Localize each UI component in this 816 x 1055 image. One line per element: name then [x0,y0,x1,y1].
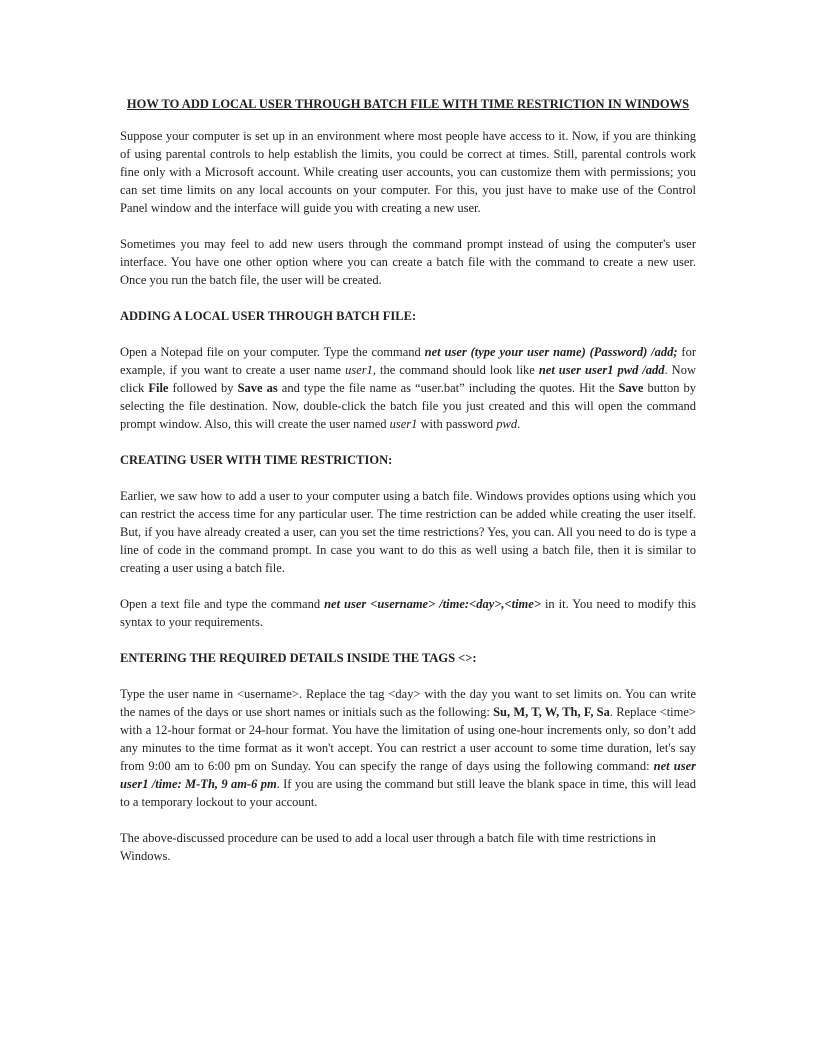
command-example: net user user1 pwd /add [538,363,665,377]
text-run: button by selecting the file destination. Now, double-click the batch file you just created and this will open the command prompt window. Also, this will create the user named [120,381,696,431]
time-restriction-paragraph-1: Earlier, we saw how to add a user to your computer using a batch file. Windows provides options using which you can restrict the access time for any particular user. The time restriction can be added while creating the user itself. But, if you have already created a user, can you set the time restrictions? Yes, you can. All you need to do is type a line of code in the command prompt. In case you want to do this as well using a batch file, then it is similar to creating a user using a batch file. [120,489,696,575]
save-term: Save [618,381,644,395]
text-run: Open a text file and type the command [120,597,325,611]
day-initials: Su, M, T, W, Th, F, Sa [493,705,610,719]
intro-paragraph-1: Suppose your computer is set up in an environment where most people have access to it. Now, if you are thinking of using parental controls to help establish the limits, you could be correct at times. Still, parental controls work fine only with a Microsoft account. While creating user accounts, you can customize them with permissions; you can set time limits on any local accounts on your computer. For this, you just have to make use of the Control Panel window and the interface will guide you with creating a new user. [120,129,696,215]
conclusion-paragraph: The above-discussed procedure can be used to add a local user through a batch file with time restrictions in Windows. [120,831,656,863]
text-run: for example, if you want to create a user name [120,345,696,377]
text-run: . Replace <time> with a 12-hour format or 24-hour format. You have the limitation of using one-hour increments only, so don’t add any minutes to the time format as it won't accept. You can restrict a user account to some time duration, let's say from 9:00 am to 6:00 pm on Sunday. You can specify the range of days using the following command: [120,705,696,773]
batch-file-paragraph [120,343,696,433]
text-run: Open a Notepad file on your computer. Type the command [120,345,425,359]
command-time-range: net user user1 /time: M-Th, 9 am-6 pm [120,759,696,791]
text-run: . If you are using the command but still leave the blank space in time, this will lead to a temporary lockout to your account. [120,777,696,809]
text-column [120,96,696,883]
example-username: user1, [345,363,376,377]
text-run: with password [417,417,497,431]
command-net-user-add: net user (type your user name) (Password) /add; [424,345,678,359]
time-restriction-paragraph-2 [120,595,696,631]
text-run: and type the file name as “user.bat” including the quotes. Hit the [277,381,619,395]
text-run: . Now click [120,363,696,395]
document-title: HOW TO ADD LOCAL USER THROUGH BATCH FILE WITH TIME RESTRICTION IN WINDOWS [126,97,690,111]
text-run: Type the user name in <username>. Replace the tag <day> with the day you want to set limits on. You can write the names of the days or use short names or initials such as the following: [120,687,696,719]
text-run: followed by [168,381,238,395]
tags-paragraph [120,685,696,811]
text-run: . [517,417,521,431]
section-heading-batch-file: ADDING A LOCAL USER THROUGH BATCH FILE: [120,309,417,323]
command-net-user-time: net user <username> /time:<day>,<time> [324,597,541,611]
example-username: user1 [389,417,418,431]
text-run: the command should look like [376,363,539,377]
section-heading-tags: ENTERING THE REQUIRED DETAILS INSIDE THE TAGS <>: [120,651,477,665]
intro-paragraph-2: Sometimes you may feel to add new users through the command prompt instead of using the computer's user interface. You have one other option where you can create a batch file with the command to create a new user. Once you run the batch file, the user will be created. [120,237,696,287]
section-heading-time-restriction: CREATING USER WITH TIME RESTRICTION: [120,453,393,467]
example-password: pwd [496,417,518,431]
text-run: in it. You need to modify this syntax to your requirements. [120,597,696,629]
save-as-term: Save as [237,381,278,395]
file-menu-term: File [148,381,169,395]
